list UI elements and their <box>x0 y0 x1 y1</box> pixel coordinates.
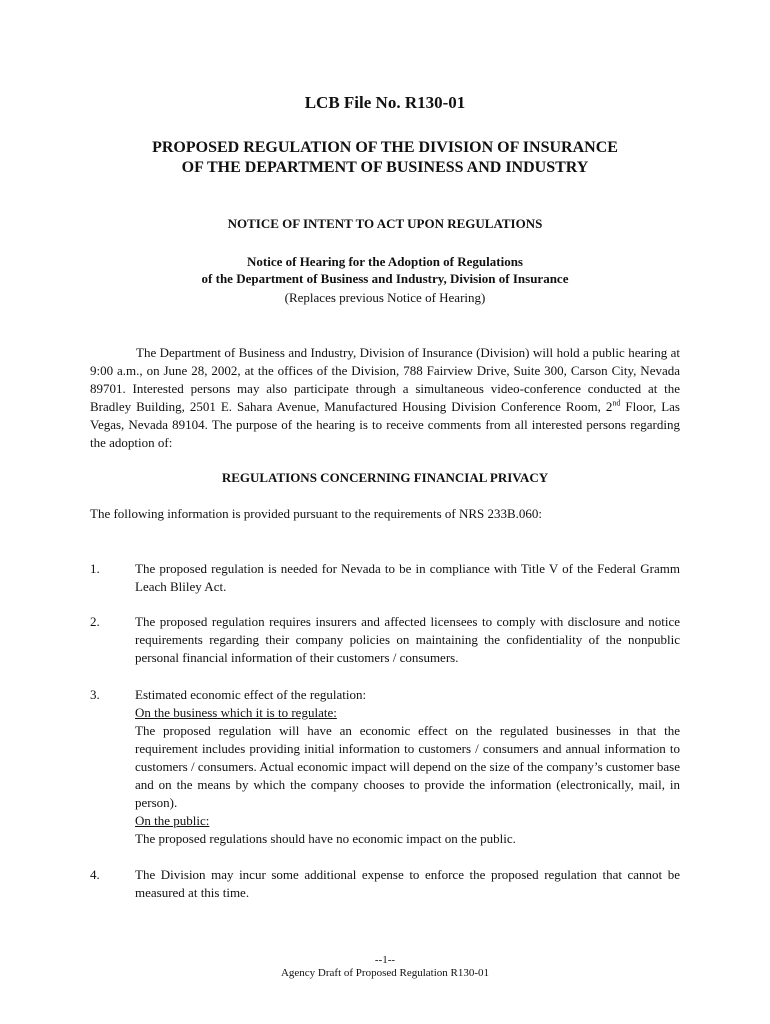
list-item <box>90 613 680 667</box>
business-text: The proposed regulation will have an economic effect on the regulated businesses in that the requirement includes providing initial information to customers / consumers and annual information to customers / consumers. Actual economic impact will depend on the size of the company’s customer base and on the means by which the company chooses to provide the information (electronically, mail, in person). <box>135 723 680 810</box>
economic-effect-heading: Estimated economic effect of the regulation: <box>135 687 367 702</box>
page-number: --1-- <box>374 954 396 966</box>
regulation-title <box>0 138 770 178</box>
business-label: On the business which it is to regulate: <box>135 705 337 720</box>
footer-draft-label: Agency Draft of Proposed Regulation R130-01 <box>280 967 490 979</box>
list-item <box>90 560 680 596</box>
replaces-notice: (Replaces previous Notice of Hearing) <box>284 290 486 305</box>
public-text: The proposed regulations should have no economic impact on the public. <box>135 831 516 846</box>
list-item-text: The proposed regulation is needed for Nevada to be in compliance with Title V of the Federal Gramm Leach Bliley Act. <box>135 561 680 594</box>
list-item-number: 4. <box>90 867 100 882</box>
list-item-number: 3. <box>90 687 100 702</box>
list-item-number: 2. <box>90 614 100 629</box>
intro-part-2: Floor, Las Vegas, Nevada 89104. The purpose of the hearing is to receive comments from all interested persons regarding the adoption of: <box>90 399 680 450</box>
list-item-text: The proposed regulation requires insurers and affected licensees to comply with disclosure and notice requirements regarding their company policies on maintaining the confidentiality of the nonpublic personal financial information of their customers / consumers. <box>135 614 680 665</box>
public-label: On the public: <box>135 813 210 828</box>
intro-part-1: The Department of Business and Industry, Division of Insurance (Division) will hold a public hearing at 9:00 a.m., on June 28, 2002, at the offices of the Division, 788 Fairview Drive, Suite 300, Carson City, Nevada 89701. Interested persons may also participate through a simultaneous video-conference conducted at the Bradley Building, 2501 E. Sahara Avenue, Manufactured Housing Division Conference Room, 2 <box>90 345 680 414</box>
hearing-title-line-2: of the Department of Business and Industry, Division of Insurance <box>201 271 569 286</box>
list-item-text: The Division may incur some additional expense to enforce the proposed regulation that cannot be measured at this time. <box>135 867 680 900</box>
file-number: LCB File No. R130-01 <box>304 93 466 112</box>
regulation-title-line-2: OF THE DEPARTMENT OF BUSINESS AND INDUSTRY <box>181 159 589 176</box>
hearing-title-line-1: Notice of Hearing for the Adoption of Regulations <box>247 254 523 269</box>
intro-superscript: nd <box>612 398 621 408</box>
regulations-heading: REGULATIONS CONCERNING FINANCIAL PRIVACY <box>221 470 549 485</box>
list-item <box>90 866 680 902</box>
regulation-title-line-1: PROPOSED REGULATION OF THE DIVISION OF INSURANCE <box>152 139 618 156</box>
list-item-body <box>135 686 680 848</box>
notice-title: NOTICE OF INTENT TO ACT UPON REGULATIONS <box>227 216 543 231</box>
list-item-number: 1. <box>90 561 100 576</box>
pursuant-text: The following information is provided pursuant to the requirements of NRS 233B.060: <box>90 506 543 521</box>
intro-paragraph <box>90 344 680 452</box>
hearing-title <box>0 253 770 287</box>
list-item <box>90 686 680 848</box>
